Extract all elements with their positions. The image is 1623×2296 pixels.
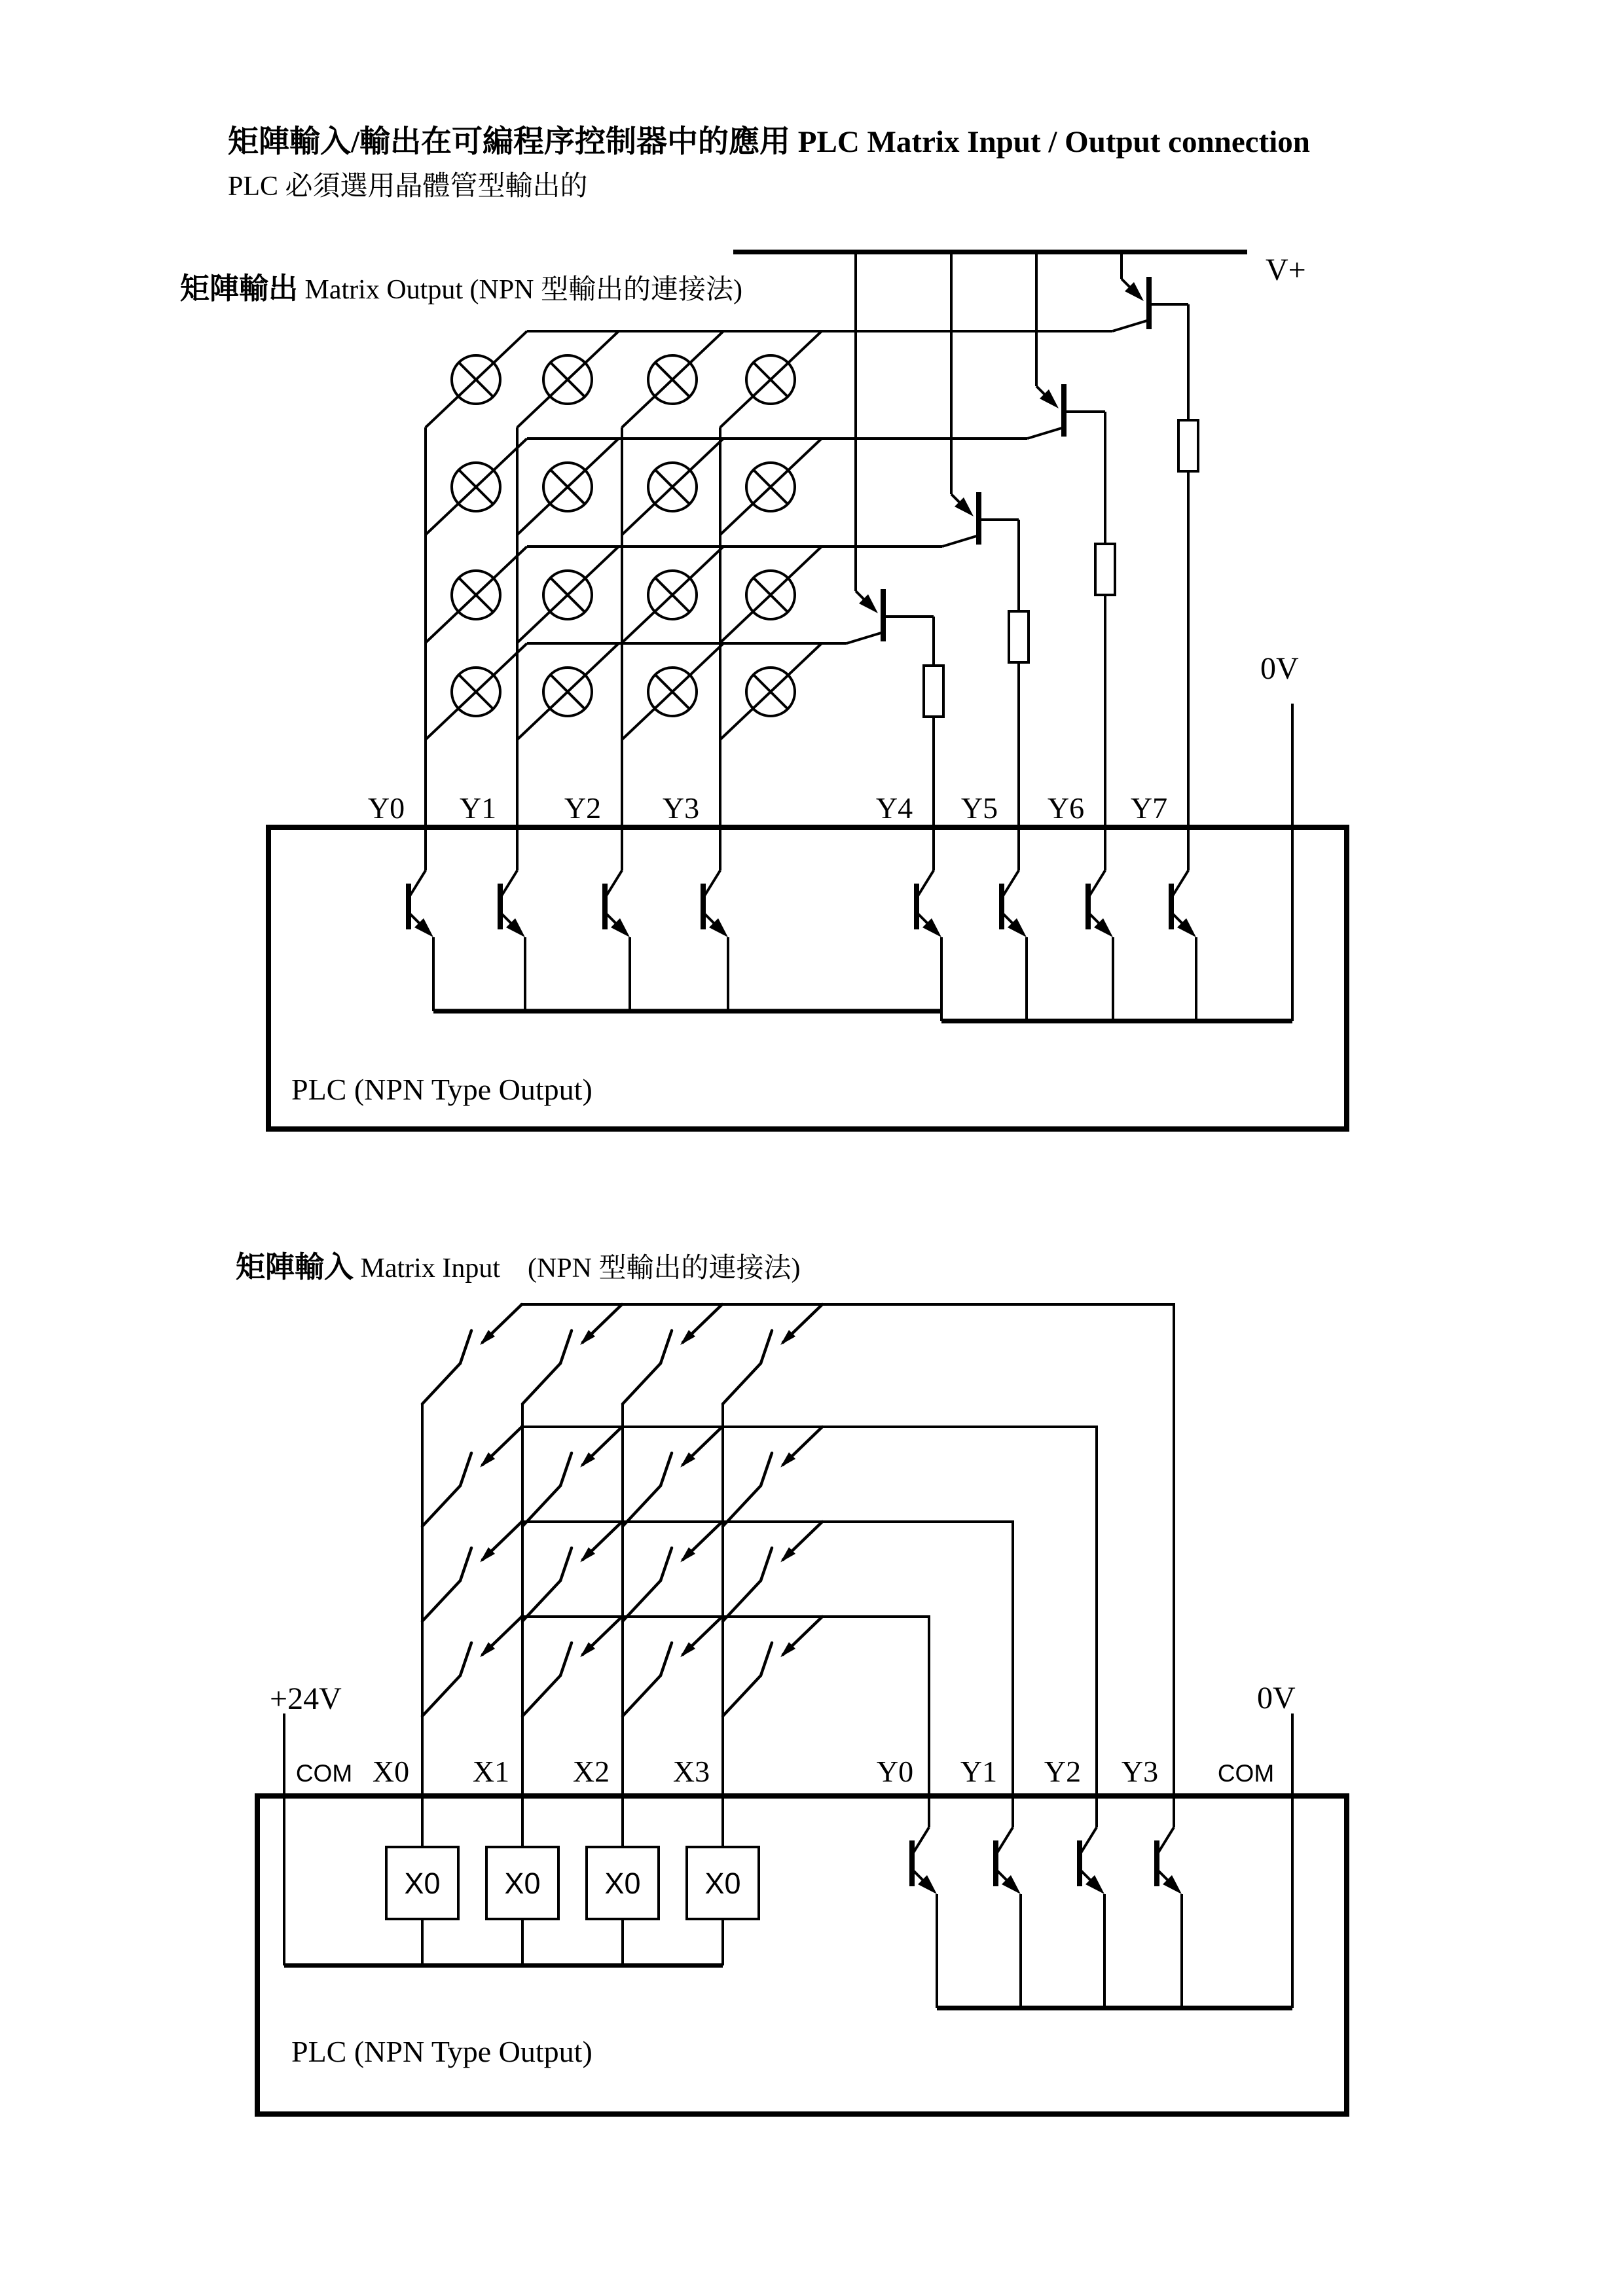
npn-transistor-icon — [605, 870, 630, 937]
lamp-icon — [426, 643, 527, 740]
lamp-icon — [622, 331, 723, 427]
lamp-icon — [720, 547, 822, 643]
relay-common-wires — [422, 1919, 723, 1965]
plc-box-label: PLC (NPN Type Output) — [291, 1073, 593, 1106]
v-plus-label: V+ — [1266, 253, 1306, 287]
row-wires — [520, 1304, 1174, 1827]
switch-icon — [723, 1427, 822, 1526]
terminal-drop-wires — [934, 304, 1188, 870]
switch-icon — [623, 1522, 722, 1621]
terminal-label: Y7 — [1130, 791, 1168, 825]
terminal-label: X0 — [372, 1755, 410, 1788]
terminal-label: X3 — [672, 1755, 710, 1788]
switch-icon — [522, 1304, 622, 1404]
lamp-icon — [517, 643, 619, 740]
relay-label: X0 — [604, 1867, 641, 1900]
matrix-output-heading: 矩陣輸出 Matrix Output (NPN 型輸出的連接法) — [180, 272, 742, 305]
terminal-label: Y1 — [960, 1755, 998, 1788]
lamp-icon — [622, 643, 723, 740]
matrix-input-heading: 矩陣輸入 Matrix Input (NPN 型輸出的連接法) — [236, 1251, 801, 1283]
relay-label: X0 — [704, 1867, 741, 1900]
switch-icon — [623, 1427, 722, 1526]
npn-transistor-icon — [1171, 870, 1196, 937]
matrix-output-diagram — [180, 252, 1347, 1129]
switch-icon — [522, 1427, 622, 1526]
npn-transistor-icon — [912, 1827, 937, 1894]
npn-transistor-icon — [1080, 1827, 1104, 1894]
matrix-input-diagram — [236, 1251, 1347, 2114]
terminal-label: Y2 — [564, 791, 602, 825]
npn-transistor-icon — [703, 870, 728, 937]
plc-box-label: PLC (NPN Type Output) — [291, 2035, 593, 2068]
lamp-icon — [426, 439, 527, 535]
lamp-icon — [426, 547, 527, 643]
lamp-matrix — [426, 331, 1112, 870]
switch-icon — [723, 1617, 822, 1716]
emitter-wires — [433, 937, 1196, 1021]
lamp-icon — [426, 331, 527, 427]
v24-label: +24V — [270, 1681, 342, 1716]
lamp-icon — [720, 331, 822, 427]
resistor-icon — [1178, 420, 1198, 471]
terminal-label: X1 — [472, 1755, 510, 1788]
com-left-label: COM — [295, 1760, 353, 1787]
switch-icon — [422, 1304, 522, 1404]
npn-transistor-icon — [917, 870, 941, 937]
switch-icon — [522, 1617, 622, 1716]
npn-transistor-icon — [409, 870, 433, 937]
zero-v-label: 0V — [1257, 1681, 1296, 1715]
npn-transistor-icon — [1088, 870, 1113, 937]
resistor-icon — [1095, 544, 1115, 595]
plc-input-box — [257, 1796, 1347, 2114]
terminal-label: Y3 — [662, 791, 700, 825]
relay-label: X0 — [504, 1867, 541, 1900]
terminal-label: Y3 — [1121, 1755, 1159, 1788]
emitter-wires — [937, 1894, 1182, 2008]
lamp-icon — [622, 439, 723, 535]
page-title: 矩陣輸入/輸出在可編程序控制器中的應用 PLC Matrix Input / Output connection — [228, 125, 1310, 159]
plc-output-box — [268, 791, 1347, 1129]
terminal-label: X2 — [572, 1755, 610, 1788]
switch-icon — [422, 1427, 522, 1526]
lamp-icon — [517, 547, 619, 643]
terminal-label: Y0 — [876, 1755, 914, 1788]
zero-v-label: 0V — [1260, 651, 1299, 686]
relay-label: X0 — [404, 1867, 441, 1900]
page-subtitle: PLC 必須選用晶體管型輸出的 — [228, 171, 588, 202]
switch-icon — [723, 1304, 822, 1404]
lamp-icon — [517, 439, 619, 535]
lamp-icon — [720, 439, 822, 535]
com-right-label: COM — [1217, 1760, 1275, 1787]
switch-icon — [522, 1522, 622, 1621]
switch-icon — [422, 1617, 522, 1716]
row-wires — [527, 331, 1112, 643]
npn-transistor-icon — [1157, 1827, 1182, 1894]
drive-transistors — [847, 252, 1198, 870]
switch-icon — [623, 1617, 722, 1716]
terminal-label: Y1 — [459, 791, 497, 825]
terminal-label: Y4 — [875, 791, 913, 825]
lamp-icon — [720, 643, 822, 740]
npn-transistor-icon — [996, 1827, 1021, 1894]
terminal-label: Y2 — [1044, 1755, 1082, 1788]
terminal-label: Y6 — [1047, 791, 1085, 825]
resistor-icon — [1009, 611, 1029, 662]
lamp-icon — [622, 547, 723, 643]
switch-icon — [723, 1522, 822, 1621]
terminal-label: Y0 — [367, 791, 405, 825]
npn-transistor-icon — [500, 870, 525, 937]
npn-transistor-icon — [1002, 870, 1027, 937]
resistor-icon — [924, 666, 943, 717]
emitter-drop-wires — [856, 252, 1122, 591]
switch-icon — [422, 1522, 522, 1621]
switch-icon — [623, 1304, 722, 1404]
lamp-icon — [517, 331, 619, 427]
terminal-label: Y5 — [960, 791, 998, 825]
